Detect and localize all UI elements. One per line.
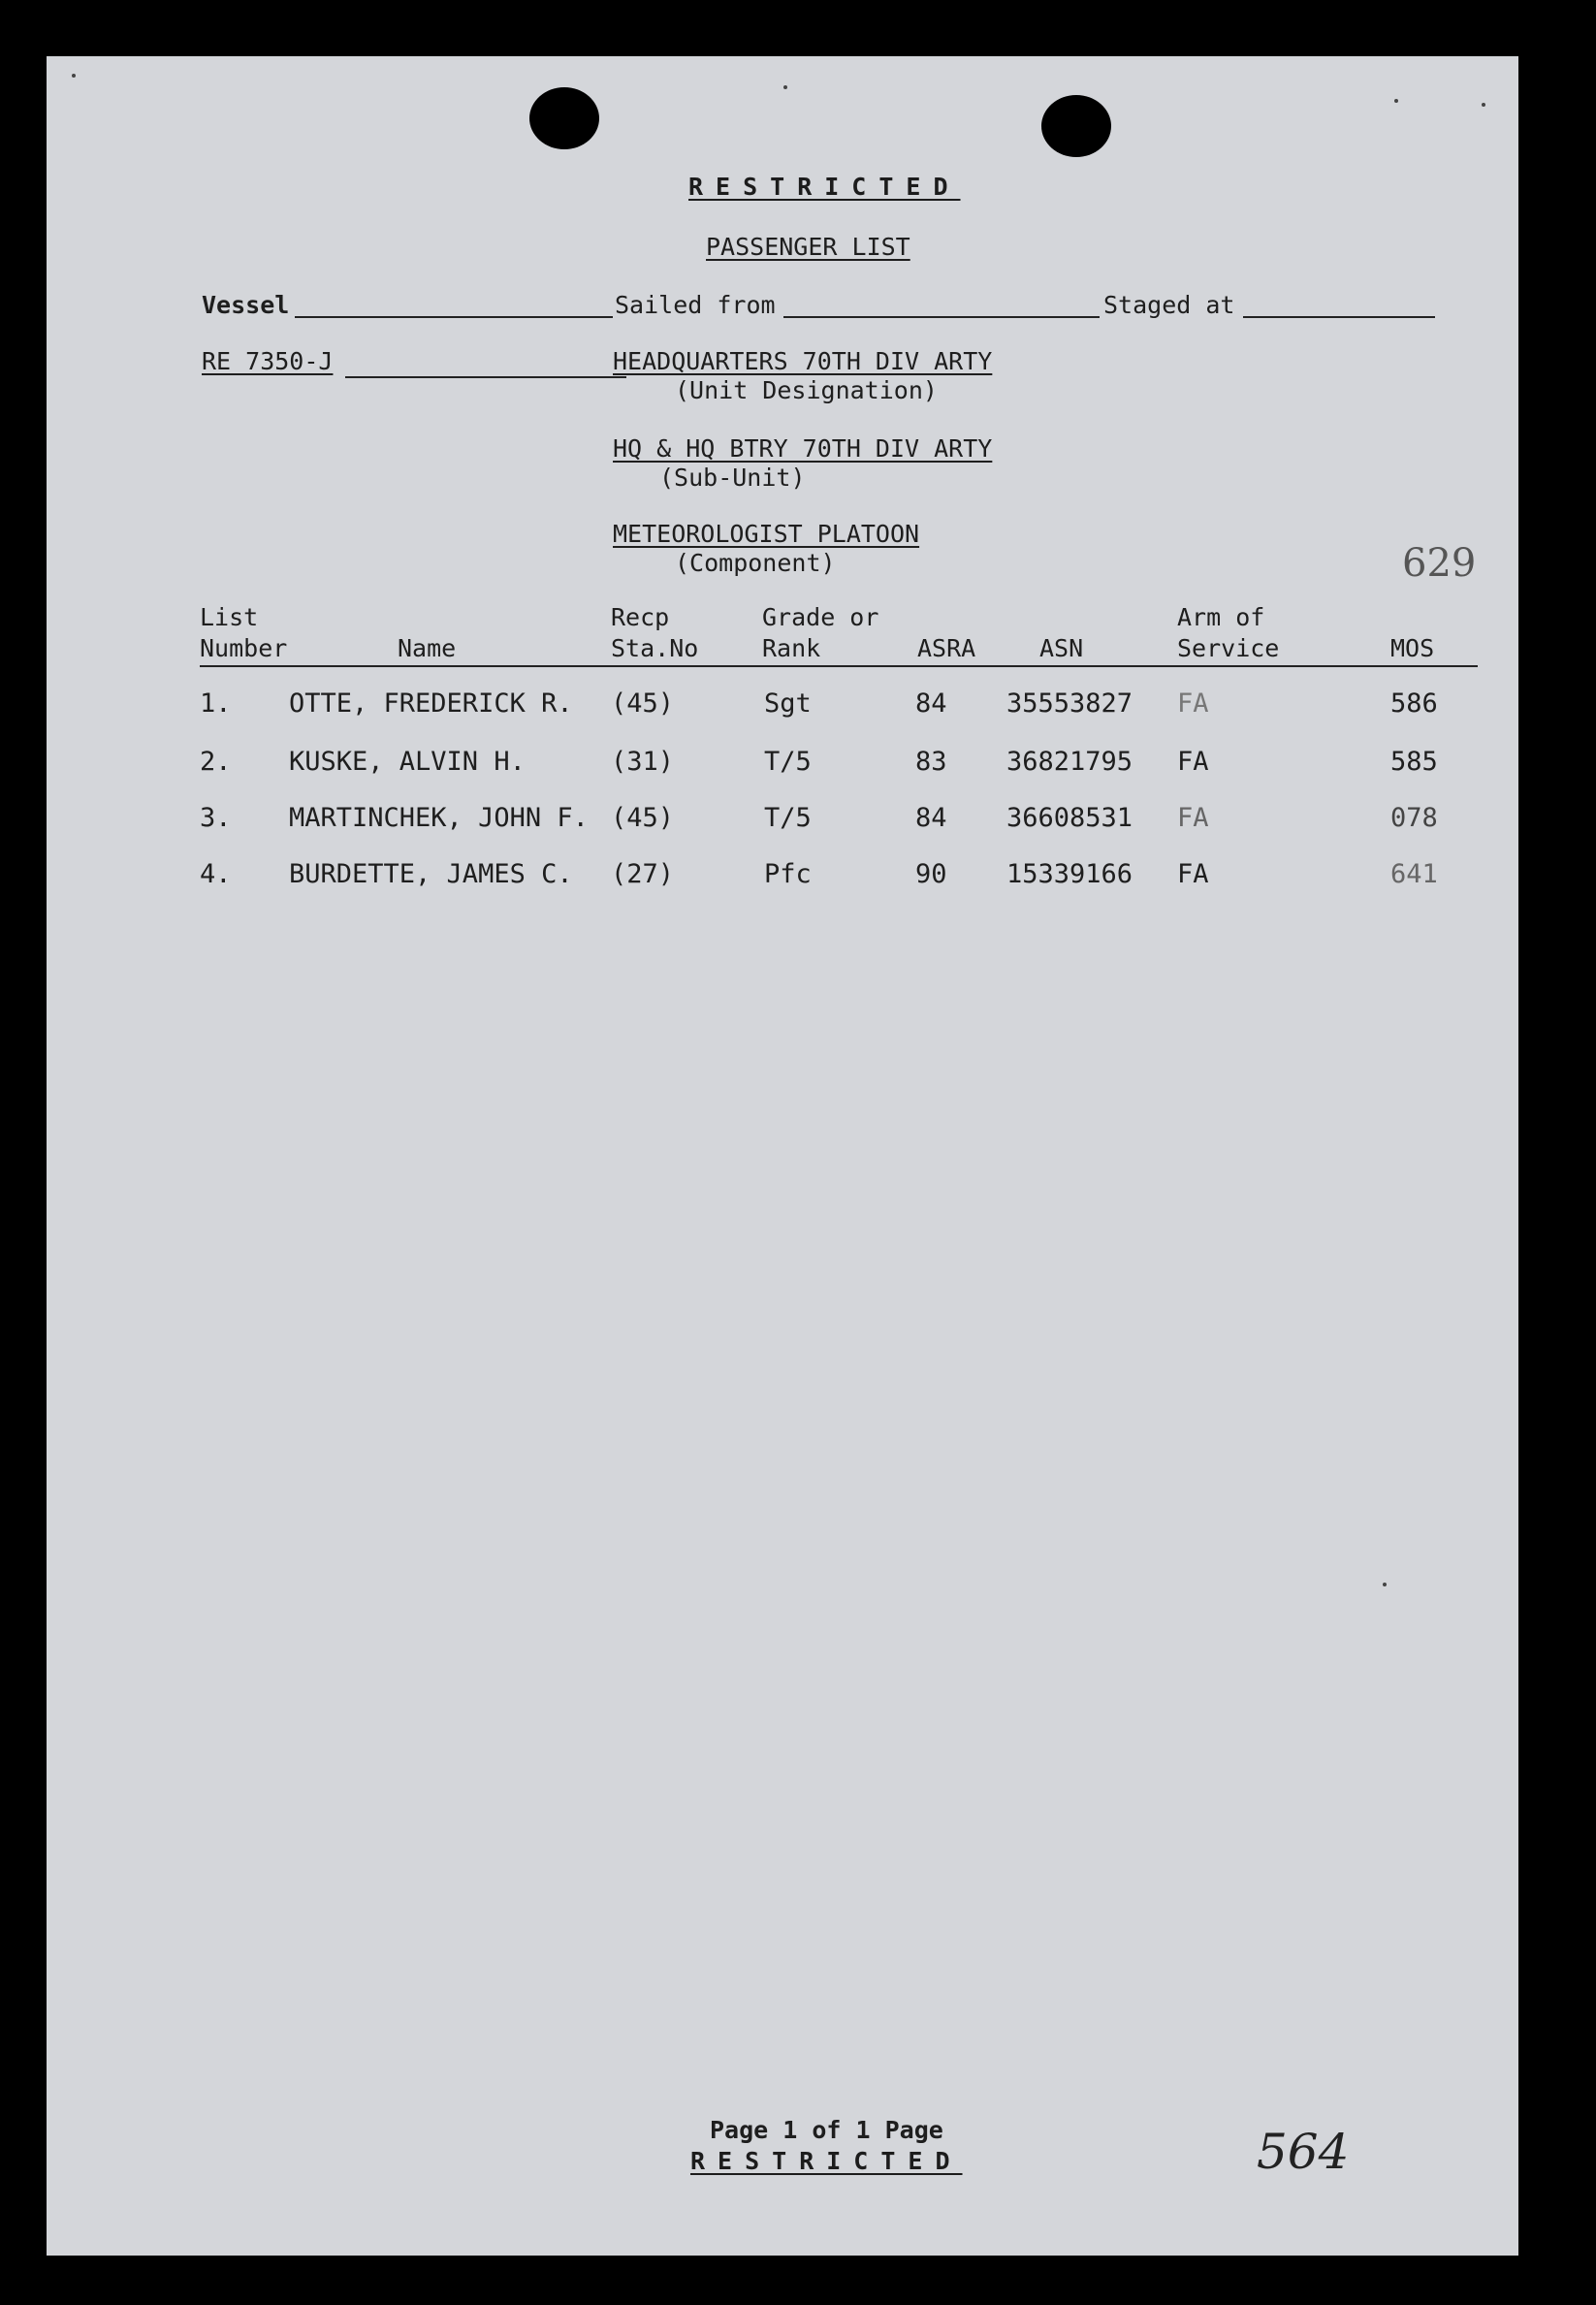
unit-designation: HEADQUARTERS 70TH DIV ARTY <box>613 347 993 375</box>
row-number: 4. <box>200 859 232 889</box>
row-number: 3. <box>200 803 232 833</box>
document-title: PASSENGER LIST <box>706 233 910 261</box>
restricted-stamp-bottom: RESTRICTED <box>690 2147 963 2175</box>
row-recp: (31) <box>611 747 675 777</box>
row-mos: 586 <box>1390 688 1438 719</box>
speck <box>72 74 76 78</box>
unit-designation-caption: (Unit Designation) <box>675 376 938 404</box>
row-grade: Sgt <box>764 688 812 719</box>
row-asra: 90 <box>915 859 947 889</box>
col-grade: Grade or <box>762 603 879 631</box>
row-asra: 83 <box>915 747 947 777</box>
row-recp: (45) <box>611 803 675 833</box>
row-grade: T/5 <box>764 747 812 777</box>
row-asra: 84 <box>915 688 947 719</box>
row-mos: 641 <box>1390 859 1438 889</box>
staged-at-label: Staged at <box>1103 291 1235 319</box>
header-rule <box>200 665 1478 667</box>
sub-unit-caption: (Sub-Unit) <box>659 464 806 492</box>
row-recp: (27) <box>611 859 675 889</box>
row-asra: 84 <box>915 803 947 833</box>
speck <box>1383 1583 1387 1586</box>
col-list: List <box>200 603 259 631</box>
vessel-label: Vessel <box>202 291 290 319</box>
row-mos: 078 <box>1390 803 1438 833</box>
col-rank: Rank <box>762 634 821 662</box>
component-caption: (Component) <box>675 549 836 577</box>
sailed-from-label: Sailed from <box>615 291 776 319</box>
col-service: Service <box>1177 634 1280 662</box>
speck <box>783 85 787 89</box>
list-code-line <box>345 376 626 378</box>
row-arm: FA <box>1177 688 1209 719</box>
col-name: Name <box>398 634 457 662</box>
row-asn: 15339166 <box>1006 859 1133 889</box>
row-recp: (45) <box>611 688 675 719</box>
speck <box>1482 103 1485 107</box>
restricted-stamp-top: RESTRICTED <box>688 173 961 201</box>
speck <box>1394 99 1398 103</box>
row-arm: FA <box>1177 747 1209 777</box>
punch-hole-right <box>1041 95 1111 157</box>
punch-hole-left <box>529 87 599 149</box>
row-mos: 585 <box>1390 747 1438 777</box>
row-name: MARTINCHEK, JOHN F. <box>289 803 589 833</box>
col-sta-no: Sta.No <box>611 634 699 662</box>
col-number: Number <box>200 634 288 662</box>
row-number: 1. <box>200 688 232 719</box>
row-arm: FA <box>1177 859 1209 889</box>
component: METEOROLOGIST PLATOON <box>613 520 920 548</box>
sub-unit: HQ & HQ BTRY 70TH DIV ARTY <box>613 434 993 463</box>
row-number: 2. <box>200 747 232 777</box>
vessel-field <box>295 316 613 318</box>
list-code: RE 7350-J <box>202 347 334 375</box>
row-name: OTTE, FREDERICK R. <box>289 688 573 719</box>
col-recp: Recp <box>611 603 670 631</box>
row-name: KUSKE, ALVIN H. <box>289 747 526 777</box>
col-arm-of: Arm of <box>1177 603 1265 631</box>
row-asn: 36821795 <box>1006 747 1133 777</box>
row-name: BURDETTE, JAMES C. <box>289 859 573 889</box>
staged-at-field <box>1243 316 1435 318</box>
row-asn: 35553827 <box>1006 688 1133 719</box>
row-grade: Pfc <box>764 859 812 889</box>
col-mos: MOS <box>1390 634 1435 662</box>
page-indicator: Page 1 of 1 Page <box>710 2116 943 2144</box>
col-asn: ASN <box>1039 634 1084 662</box>
document-number: 629 <box>1402 541 1477 586</box>
row-grade: T/5 <box>764 803 812 833</box>
handwritten-number: 564 <box>1257 2124 1350 2180</box>
row-arm: FA <box>1177 803 1209 833</box>
row-asn: 36608531 <box>1006 803 1133 833</box>
sailed-from-field <box>783 316 1100 318</box>
col-asra: ASRA <box>917 634 976 662</box>
